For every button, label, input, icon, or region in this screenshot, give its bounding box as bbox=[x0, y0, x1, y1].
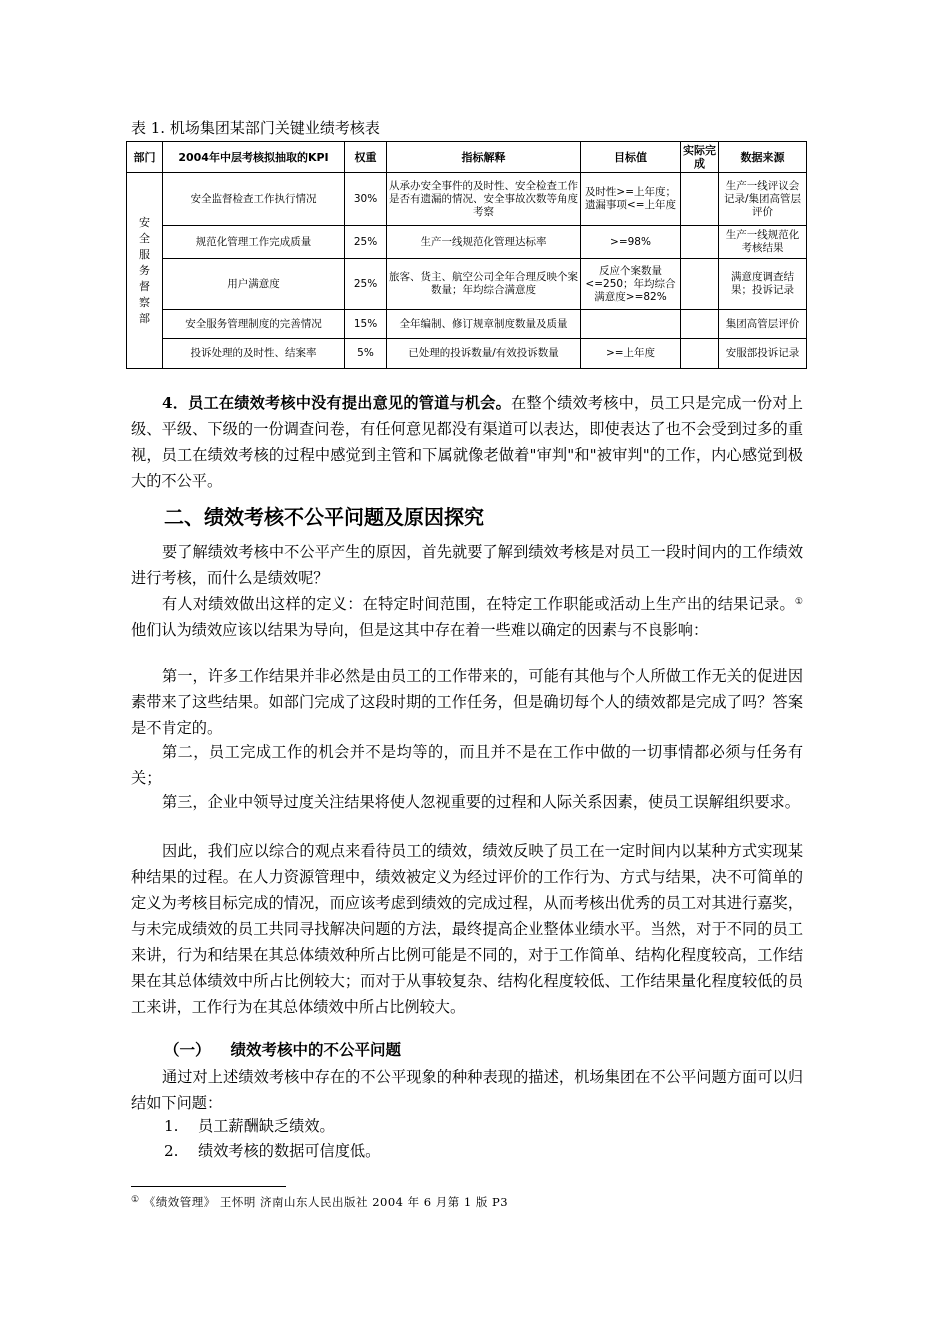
weight-cell: 5% bbox=[345, 339, 387, 369]
actual-cell bbox=[681, 339, 719, 369]
header-weight: 权重 bbox=[345, 142, 387, 173]
target-cell: 及时性>=上年度；遗漏事项<=上年度 bbox=[581, 173, 681, 226]
paragraph-4: 第一，许多工作结果并非必然是由员工的工作带来的，可能有其他与个人所做工作无关的促进因素带来了这些结果。如部门完成了这段时期的工作任务，但是确切每个人的绩效都是完成了吗？答案是不肯定的。 bbox=[131, 667, 803, 737]
footnote-ref-mark: ① bbox=[794, 597, 803, 607]
explain-cell: 旅客、货主、航空公司全年合理反映个案数量；年均综合满意度 bbox=[387, 259, 581, 310]
target-cell: 反应个案数量<=250；年均综合满意度>=82% bbox=[581, 259, 681, 310]
kpi-cell: 用户满意度 bbox=[163, 259, 345, 310]
paragraph-3 bbox=[131, 591, 803, 643]
explain-cell: 全年编制、修订规章制度数量及质量 bbox=[387, 310, 581, 339]
kpi-cell: 安全服务管理制度的完善情况 bbox=[163, 310, 345, 339]
actual-cell bbox=[681, 173, 719, 226]
paragraph-1 bbox=[131, 390, 803, 494]
target-cell bbox=[581, 310, 681, 339]
dept-label: 安全服务督察部 bbox=[139, 215, 150, 325]
source-cell: 满意度调查结果；投诉记录 bbox=[719, 259, 807, 310]
table-caption: 表 1. 机场集团某部门关键业绩考核表 bbox=[131, 119, 380, 137]
kpi-cell: 规范化管理工作完成质量 bbox=[163, 226, 345, 259]
paragraph-8: 通过对上述绩效考核中存在的不公平现象的种种表现的描述，机场集团在不公平问题方面可以归结如下问题： bbox=[131, 1068, 803, 1112]
paragraph-5: 第二，员工完成工作的机会并不是均等的，而且并不是在工作中做的一切事情都必须与任务有关； bbox=[131, 743, 803, 787]
table-row bbox=[127, 259, 807, 310]
footnote-text: 《绩效管理》 王怀明 济南山东人民出版社 2004 年 6 月第 1 版 P3 bbox=[143, 1195, 509, 1209]
paragraph-1-rest: 在整个绩效考核中，员工只是完成一份对上级、平级、下级的一份调查问卷，有任何意见都没有渠道可以表达，即使表达了也不会受到过多的重视，员工在绩效考核的过程中感觉到主管和下属就像老做着"审判"和"被审判"的工作，内心感觉到极大的不公平。 bbox=[131, 394, 803, 490]
source-cell: 集团高管层评价 bbox=[719, 310, 807, 339]
paragraph-7: 因此，我们应以综合的观点来看待员工的绩效，绩效反映了员工在一定时间内以某种方式实现某种结果的过程。在人力资源管理中，绩效被定义为经过评价的工作行为、方式与结果，决不可简单的定义为考核目标完成的情况，而应该考虑到绩效的完成过程，从而考核出优秀的员工对其进行嘉奖，与未完成绩效的员工共同寻找解决问题的方法，最终提高企业整体业绩水平。当然，对于不同的员工来讲，行为和结果在其总体绩效种所占比例可能是不同的，对于工作简单、结构化程度较高，工作结果在其总体绩效中所占比例较大；而对于从事较复杂、结构化程度较低、工作结果量化程度较低的员工来讲，工作行为在其总体绩效中所占比例较大。 bbox=[131, 842, 803, 1016]
paragraph-3-text-cont: 他们认为绩效应该以结果为导向，但是这其中存在着一些难以确定的因素与不良影响： bbox=[131, 621, 709, 639]
footnote-divider bbox=[131, 1186, 286, 1187]
subsection-number: （一） bbox=[164, 1041, 211, 1059]
paragraph-6: 第三，企业中领导过度关注结果将使人忽视重要的过程和人际关系因素，使员工误解组织要求。 bbox=[162, 793, 800, 811]
table-header-row bbox=[127, 142, 807, 173]
source-cell: 生产一线规范化考核结果 bbox=[719, 226, 807, 259]
paragraph-2: 要了解绩效考核中不公平产生的原因，首先就要了解到绩效考核是对员工一段时间内的工作绩效进行考核，而什么是绩效呢？ bbox=[131, 543, 803, 587]
header-kpi: 2004年中层考核拟抽取的KPI bbox=[163, 142, 345, 173]
weight-cell: 15% bbox=[345, 310, 387, 339]
subsection-title: 绩效考核中的不公平问题 bbox=[230, 1041, 402, 1059]
explain-cell: 已处理的投诉数量/有效投诉数量 bbox=[387, 339, 581, 369]
target-cell: >=上年度 bbox=[581, 339, 681, 369]
footnote bbox=[131, 1193, 508, 1211]
table-row bbox=[127, 339, 807, 369]
footnote-mark: ① bbox=[131, 1195, 140, 1205]
source-cell: 安服部投诉记录 bbox=[719, 339, 807, 369]
list-item bbox=[164, 1113, 335, 1139]
list-number: 1. bbox=[164, 1117, 179, 1135]
dept-cell bbox=[127, 173, 163, 369]
actual-cell bbox=[681, 259, 719, 310]
header-actual: 实际完成 bbox=[681, 142, 719, 173]
header-target: 目标值 bbox=[581, 142, 681, 173]
list-text: 绩效考核的数据可信度低。 bbox=[198, 1142, 381, 1160]
actual-cell bbox=[681, 310, 719, 339]
kpi-cell: 投诉处理的及时性、结案率 bbox=[163, 339, 345, 369]
subsection-heading bbox=[164, 1038, 401, 1062]
kpi-table bbox=[126, 141, 807, 369]
table-row bbox=[127, 226, 807, 259]
list-text: 员工薪酬缺乏绩效。 bbox=[198, 1117, 335, 1135]
header-dept: 部门 bbox=[127, 142, 163, 173]
header-explain: 指标解释 bbox=[387, 142, 581, 173]
paragraph-1-lead: 4．员工在绩效考核中没有提出意见的管道与机会。 bbox=[162, 394, 512, 412]
explain-cell: 生产一线规范化管理达标率 bbox=[387, 226, 581, 259]
weight-cell: 30% bbox=[345, 173, 387, 226]
actual-cell bbox=[681, 226, 719, 259]
header-source: 数据来源 bbox=[719, 142, 807, 173]
list-item bbox=[164, 1138, 380, 1164]
table-row bbox=[127, 173, 807, 226]
paragraph-3-text: 有人对绩效做出这样的定义：在特定时间范围，在特定工作职能或活动上生产出的结果记录。 bbox=[162, 595, 795, 613]
list-number: 2. bbox=[164, 1142, 179, 1160]
section-heading: 二、绩效考核不公平问题及原因探究 bbox=[164, 505, 484, 529]
target-cell: >=98% bbox=[581, 226, 681, 259]
weight-cell: 25% bbox=[345, 259, 387, 310]
source-cell: 生产一线评议会记录/集团高管层评价 bbox=[719, 173, 807, 226]
weight-cell: 25% bbox=[345, 226, 387, 259]
explain-cell: 从承办安全事件的及时性、安全检查工作是否有遗漏的情况、安全事故次数等角度考察 bbox=[387, 173, 581, 226]
table-row bbox=[127, 310, 807, 339]
kpi-cell: 安全监督检查工作执行情况 bbox=[163, 173, 345, 226]
